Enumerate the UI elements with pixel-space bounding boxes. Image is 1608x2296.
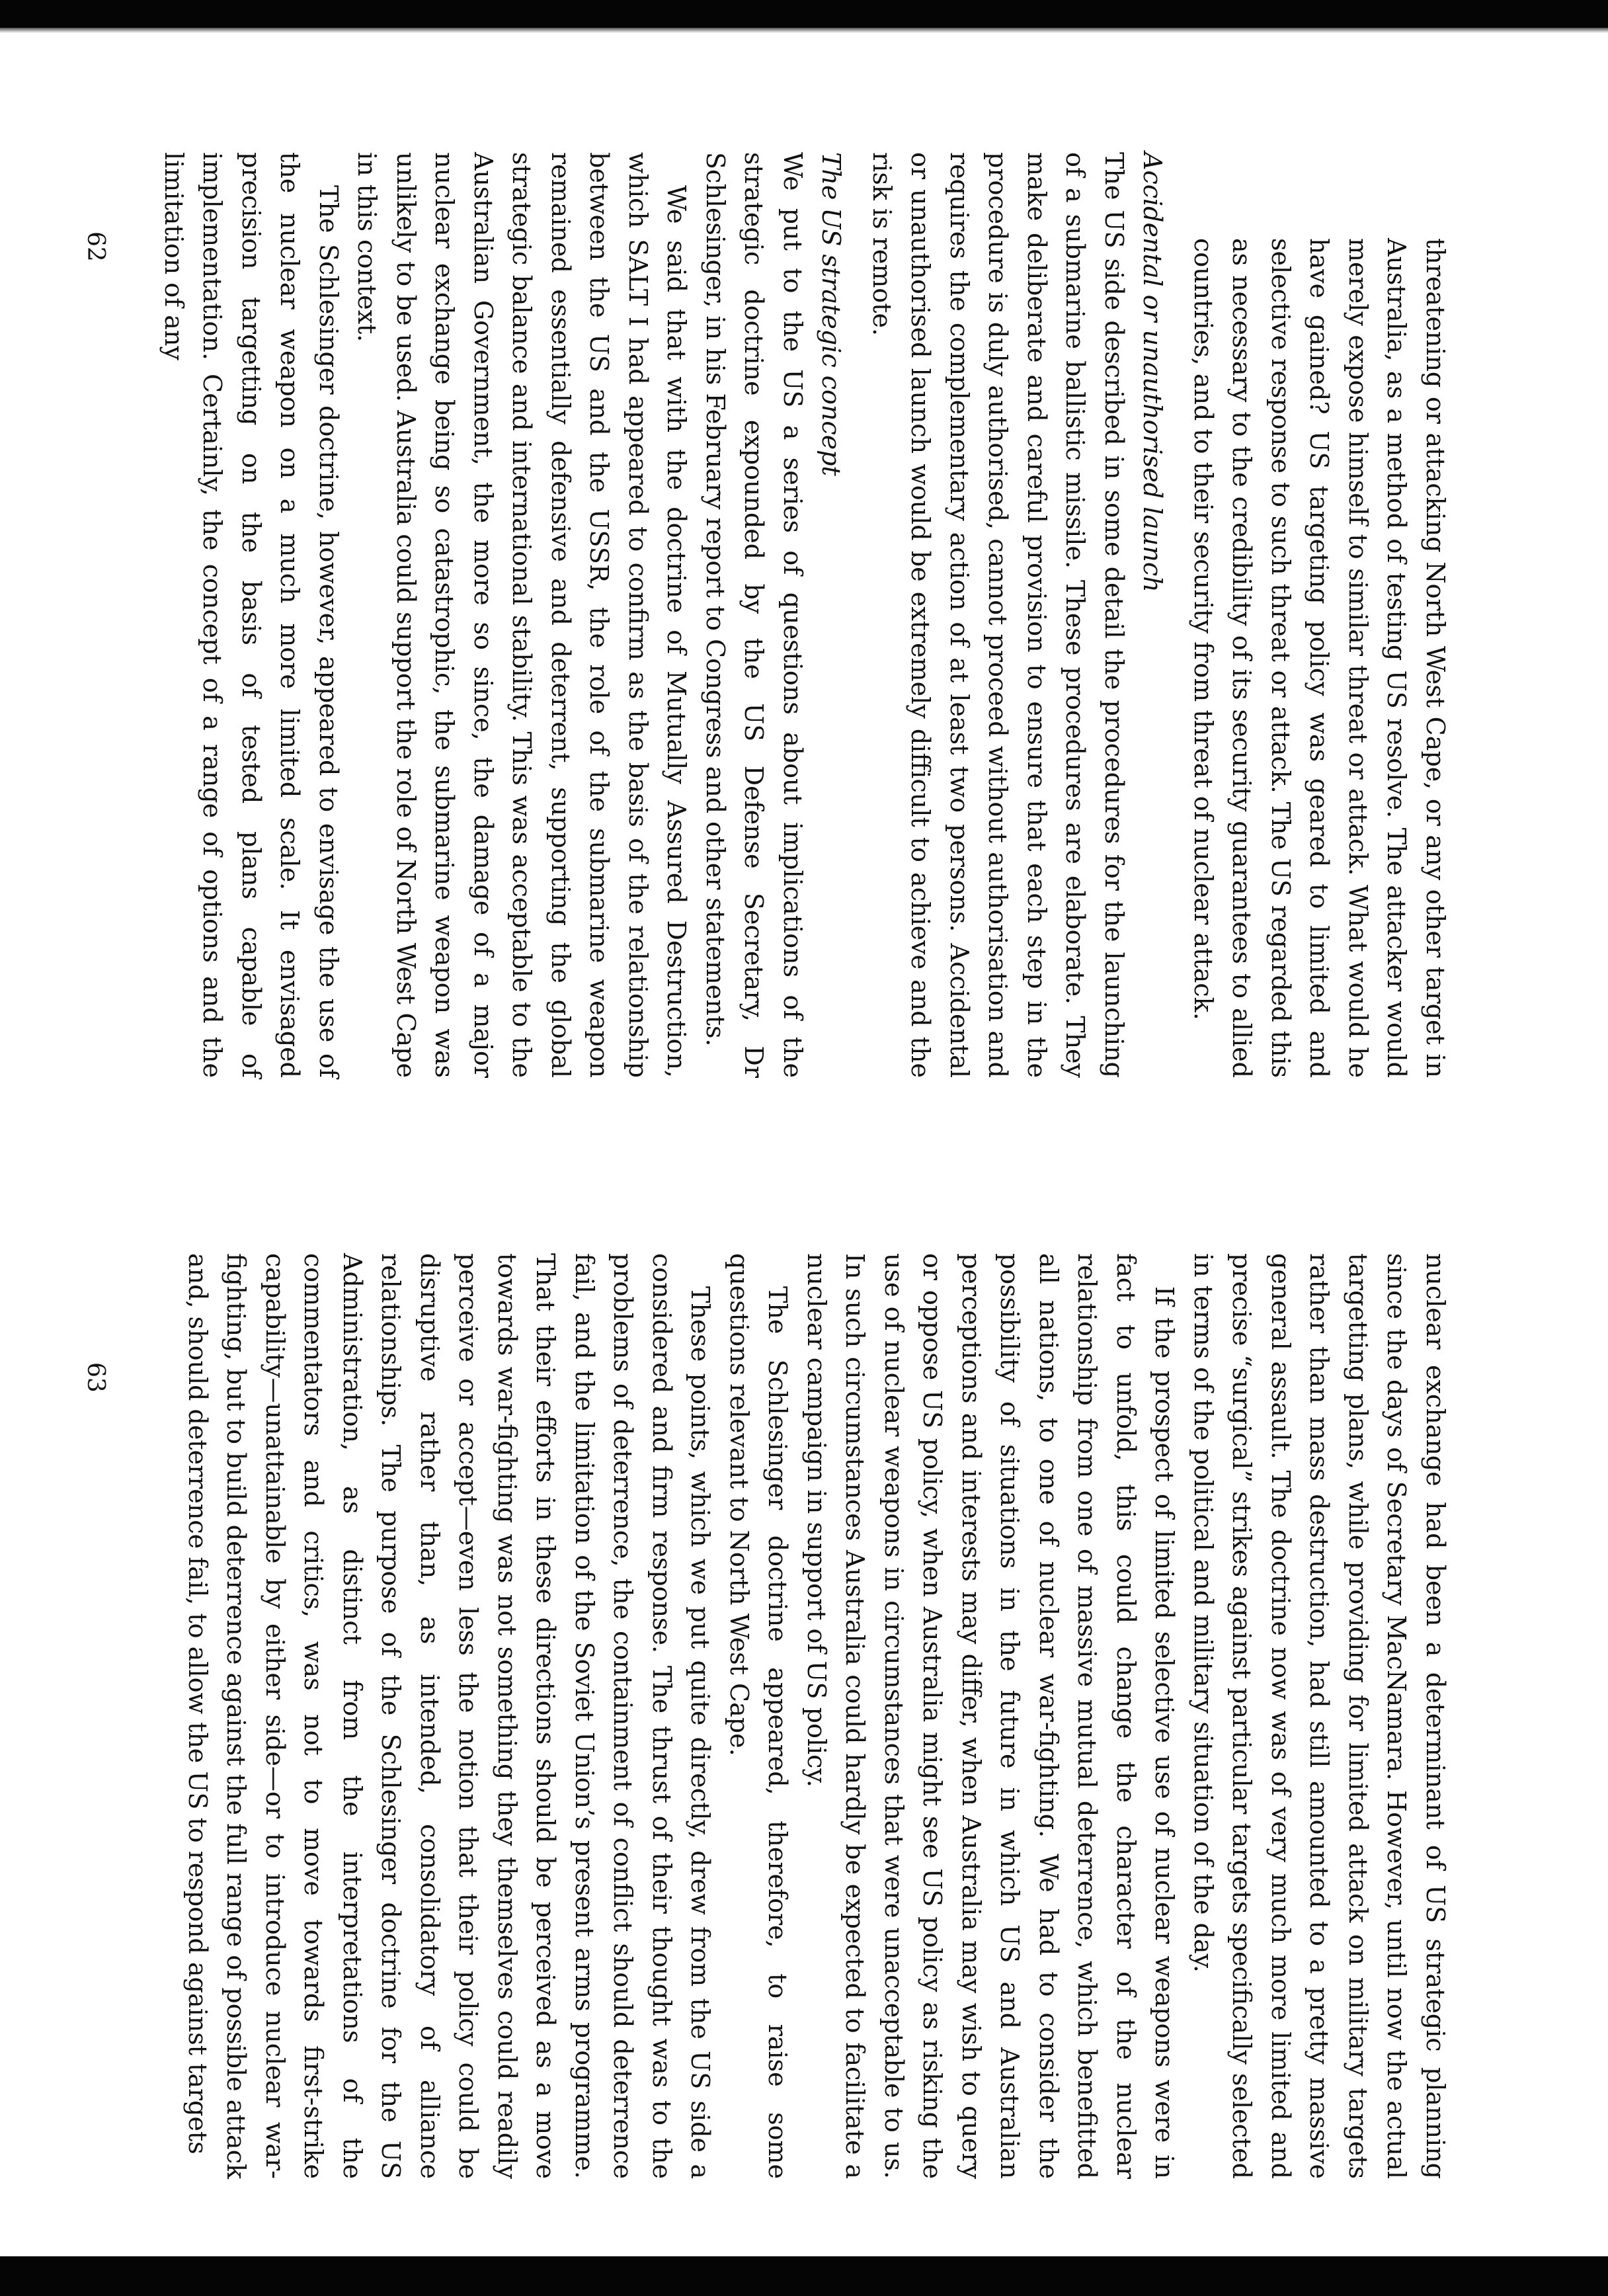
paragraph-accidental-launch: The US side described in some detail the procedures for the launching of a submarine ballistic missile. These procedures are elaborate. They make deliberate and careful provision to ensure that each step in the procedure is duly authorised, cannot proceed without authorisation and requires the complementary action of at least two persons. Accidental or unauthorised launch would be extremely difficult to achieve and the risk is remote. (867, 152, 1129, 1078)
paragraph-strategic-2: We said that with the doctrine of Mutually Assured Destruction, which SALT I had appeared to confirm as the basis of the relationship between the US and the USSR, the role of the submarine weapon remained essentially defensive and deterrent, supporting the global strategic balance and international stability. This was acceptable to the Australian Government, the more so since, the damage of a major nuclear exchange being so catastrophic, the submarine weapon was unlikely to be used. Australia could support the role of North West Cape in this context. (352, 152, 692, 1078)
scan-bottom-edge (0, 2256, 1608, 2296)
scan-top-edge (0, 0, 1608, 28)
paragraph-right-3: The Schlesinger doctrine appeared, therefore, to raise some questions relevant to North West Cape. (725, 1253, 793, 2179)
page-number-left: 62 (82, 231, 109, 262)
heading-accidental-launch: Accidental or unauthorised launch (1138, 152, 1168, 593)
left-page (159, 152, 1455, 1078)
paragraph-right-4: These points, which we put quite directly, drew from the US side a considered and firm response. The thrust of their thought was to the problems of deterrence, the containment of conflict should deterrence fail, and the limitation of the Soviet Union’s present arms programme. That their efforts in these directions should be perceived as a move towards war-fighting was not something they themselves could readily perceive or accept—even less the notion that their policy could be disruptive rather than, as intended, consolidatory of alliance relationships. The purpose of the Schlesinger doctrine for the US Administration, as distinct from the interpretations of the commentators and critics, was not to move towards first-strike capability—unattainable by either side—or to introduce nuclear war-fighting, but to build deterrence against the full range of possible attack and, should deterrence fail, to allow the US to respond against targets (183, 1253, 715, 2179)
paragraph-right-2: If the prospect of limited selective use of nuclear weapons were in fact to unfold, this could change the character of the nuclear relationship from one of massive mutual deterrence, which benefitted all nations, to one of nuclear war-fighting. We had to consider the possibility of situations in the future in which US and Australian perceptions and interests may differ, when Australia may wish to query or oppose US policy, when Australia might see US policy as risking the use of nuclear weapons in circumstances that were unacceptable to us. In such circumstances Australia could hardly be expected to facilitate a nuclear campaign in support of US policy. (802, 1253, 1180, 2179)
block-quote: threatening or attacking North West Cape, or any other target in Australia, as a method of testing US resolve. The attacker would merely expose himself to similar threat or attack. What would he have gained? US targeting policy was geared to limited and selective response to such threat or attack. The US regarded this as necessary to the credibility of its security guarantees to allied countries, and to their security from threat of nuclear attack. (1189, 238, 1450, 1078)
paragraph-strategic-1: We put to the US a series of questions about implications of the strategic doctrine expounded by the US Defense Secretary, Dr Schlesinger, in his February report to Congress and other statements. (701, 152, 807, 1078)
paragraph-strategic-3: The Schlesinger doctrine, however, appeared to envisage the use of the nuclear weapon on a much more limited scale. It envisaged precision targetting on the basis of tested plans capable of implementation. Certainly, the concept of a range of options and the limitation of any (159, 152, 343, 1078)
heading-strategic-concept: The US strategic concept (817, 152, 846, 476)
paragraph-right-1: nuclear exchange had been a determinant of US strategic planning since the days of Secretary MacNamara. However, until now the actual targetting plans, while providing for limited attack on military targets rather than mass destruction, had still amounted to a pretty massive general assault. The doctrine now was of very much more limited and precise “surgical” strikes against particular targets specifically selected in terms of the political and military situation of the day. (1189, 1253, 1450, 2179)
page-number-right: 63 (82, 1362, 109, 1393)
right-page-body (179, 1253, 1455, 2179)
left-page-body (155, 152, 1455, 1078)
right-page (183, 1253, 1455, 2179)
